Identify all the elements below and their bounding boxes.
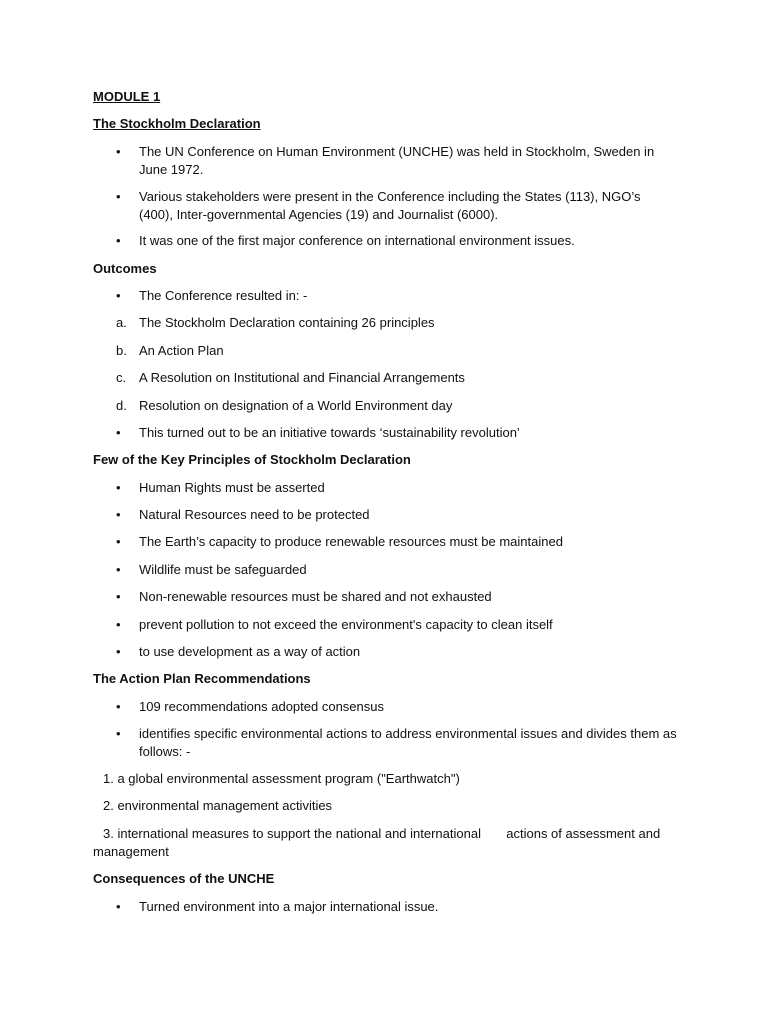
module-title: MODULE 1: [93, 89, 161, 104]
list-marker: a.: [116, 315, 127, 330]
list-item-text: A Resolution on Institutional and Financial Arrangements: [139, 370, 465, 385]
list-item: [93, 616, 678, 634]
bullet-marker: •: [116, 233, 121, 248]
list-item: [93, 643, 678, 661]
list-marker: d.: [116, 398, 127, 413]
list-item-text: identifies specific environmental actions to address environmental issues and divides them as follows: -: [139, 726, 677, 759]
bullet-marker: •: [116, 480, 121, 495]
list-item: [93, 287, 678, 305]
list-item: [93, 143, 678, 179]
list-item-text: Turned environment into a major international issue.: [139, 899, 439, 914]
bullet-marker: •: [116, 507, 121, 522]
bullet-marker: •: [116, 699, 121, 714]
list-item-text: Non-renewable resources must be shared and not exhausted: [139, 589, 492, 604]
bullet-marker: •: [116, 288, 121, 303]
list-item: [93, 232, 678, 250]
list-item: [93, 424, 678, 442]
list-item: [93, 533, 678, 551]
list-item: [93, 342, 678, 360]
list-item-text: The UN Conference on Human Environment (UNCHE) was held in Stockholm, Sweden in June 1972.: [139, 144, 655, 177]
bullet-marker: •: [116, 562, 121, 577]
list-item: [93, 397, 678, 415]
bullet-marker: •: [116, 617, 121, 632]
list-item-text: to use development as a way of action: [139, 644, 361, 659]
list-item: [93, 561, 678, 579]
bullet-marker: •: [116, 189, 121, 204]
list-item-text: Human Rights must be asserted: [139, 480, 325, 495]
numbered-item: 2. environmental management activities: [103, 798, 333, 813]
list-item-text: Resolution on designation of a World Environment day: [139, 398, 453, 413]
list-item-text: Various stakeholders were present in the Conference including the States (113), NGO’s (400), Inter-governmental Agencies (19) and Journalist (6000).: [139, 189, 641, 222]
list-item-text: prevent pollution to not exceed the environment's capacity to clean itself: [139, 617, 553, 632]
bullet-marker: •: [116, 644, 121, 659]
list-marker: b.: [116, 343, 127, 358]
numbered-item: 3. international measures to support the national and international actions of assessment and management: [93, 826, 664, 859]
list-item: [93, 314, 678, 332]
list-item-text: Natural Resources need to be protected: [139, 507, 370, 522]
bullet-marker: •: [116, 144, 121, 159]
bullet-marker: •: [116, 534, 121, 549]
section-heading-principles: Few of the Key Principles of Stockholm Declaration: [93, 452, 411, 467]
section-heading-stockholm: The Stockholm Declaration: [93, 116, 261, 131]
list-item-text: Wildlife must be safeguarded: [139, 562, 307, 577]
list-item: [93, 698, 678, 716]
list-item-text: The Earth’s capacity to produce renewable resources must be maintained: [139, 534, 563, 549]
bullet-marker: •: [116, 425, 121, 440]
list-item: [93, 479, 678, 497]
section-heading-outcomes: Outcomes: [93, 261, 157, 276]
section-heading-action-plan: The Action Plan Recommendations: [93, 671, 311, 686]
list-item: [93, 188, 678, 224]
numbered-item: 1. a global environmental assessment program ("Earthwatch"): [103, 771, 460, 786]
list-item: [93, 588, 678, 606]
list-item-text: The Stockholm Declaration containing 26 principles: [139, 315, 435, 330]
list-item: [93, 725, 678, 761]
section-heading-consequences: Consequences of the UNCHE: [93, 871, 275, 886]
list-item: [93, 898, 678, 916]
bullet-marker: •: [116, 726, 121, 741]
list-item: [93, 369, 678, 387]
bullet-marker: •: [116, 899, 121, 914]
list-item: [93, 506, 678, 524]
list-item-text: 109 recommendations adopted consensus: [139, 699, 384, 714]
list-item-text: This turned out to be an initiative towards ‘sustainability revolution’: [139, 425, 520, 440]
list-item-text: An Action Plan: [139, 343, 224, 358]
list-item-text: It was one of the first major conference on international environment issues.: [139, 233, 575, 248]
bullet-marker: •: [116, 589, 121, 604]
list-item-text: The Conference resulted in: -: [139, 288, 308, 303]
list-marker: c.: [116, 370, 127, 385]
